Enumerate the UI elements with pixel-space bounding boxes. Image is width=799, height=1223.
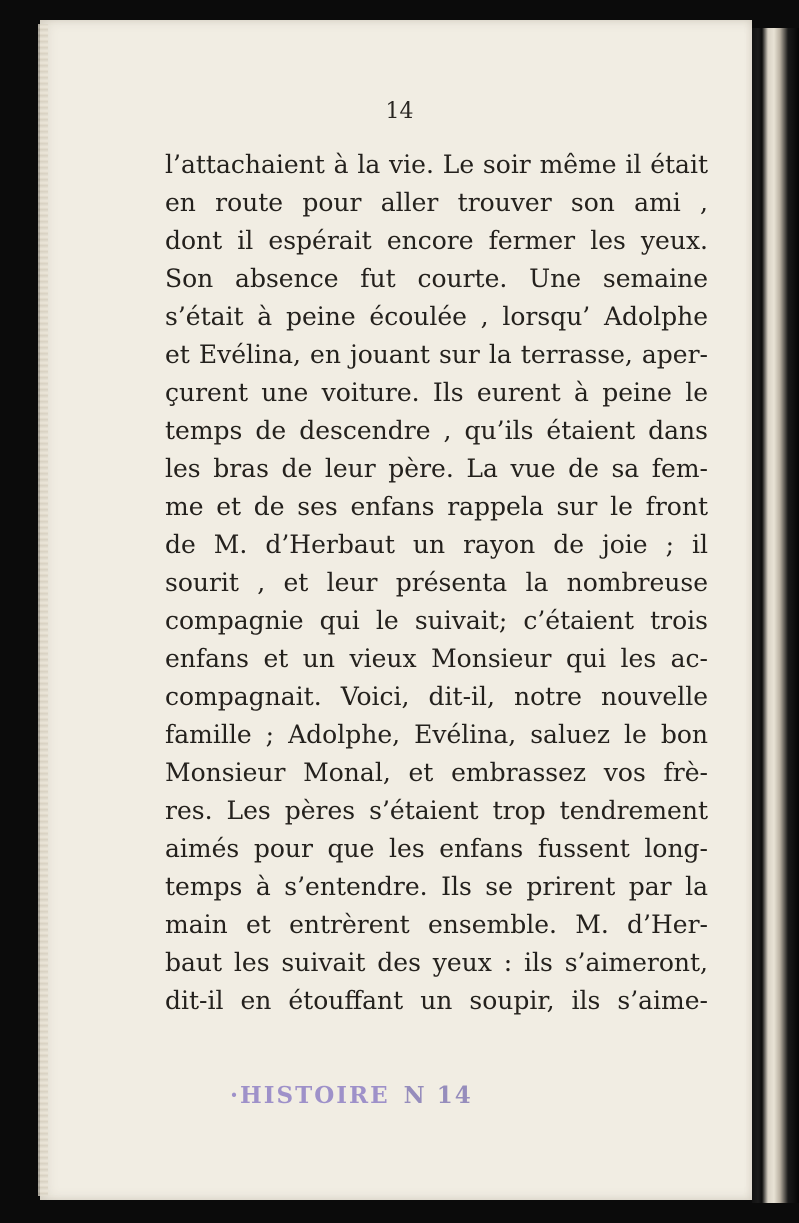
text-line: sourit , et leur présenta la nombreuse [165,568,708,597]
text-line: aimés pour que les enfans fussent long- [165,834,708,863]
stamp-text: ·HISTOIRE [230,1082,390,1109]
text-line: l’attachaient à la vie. Le soir même il était [165,150,708,179]
text-line: temps à s’entendre. Ils se prirent par la [165,872,708,901]
text-line: main et entrèrent ensemble. M. d’Her- [165,910,708,939]
text-line: de M. d’Herbaut un rayon de joie ; il [165,530,708,559]
page-gutter [38,24,48,1196]
text-line: s’était à peine écoulée , lorsqu’ Adolphe [165,302,708,331]
text-line: dont il espérait encore fermer les yeux. [165,226,708,255]
library-stamp [230,1082,473,1109]
page-number: 14 [385,99,414,124]
text-line: Son absence fut courte. Une semaine [165,264,708,293]
text-line: dit-il en étouffant un soupir, ils s’aime- [165,986,708,1015]
stamp-mark: N 14 [403,1082,473,1109]
text-line: çurent une voiture. Ils eurent à peine le [165,378,708,407]
text-line: temps de descendre , qu’ils étaient dans [165,416,708,445]
text-line: en route pour aller trouver son ami , [165,188,708,217]
text-line: compagnie qui le suivait; c’étaient trois [165,606,708,635]
text-line: res. Les pères s’étaient trop tendrement [165,796,708,825]
body-text [165,146,708,1020]
text-line: enfans et un vieux Monsieur qui les ac- [165,644,708,673]
text-line: Monsieur Monal, et embrassez vos frè- [165,758,708,787]
text-line: me et de ses enfans rappela sur le front [165,492,708,521]
text-line: les bras de leur père. La vue de sa fem- [165,454,708,483]
text-line: compagnait. Voici, dit-il, notre nouvelle [165,682,708,711]
text-line: et Evélina, en jouant sur la terrasse, aper- [165,340,708,369]
text-line: famille ; Adolphe, Evélina, saluez le bon [165,720,708,749]
page-edge [752,28,799,1203]
text-line: baut les suivait des yeux : ils s’aimeront, [165,948,708,977]
